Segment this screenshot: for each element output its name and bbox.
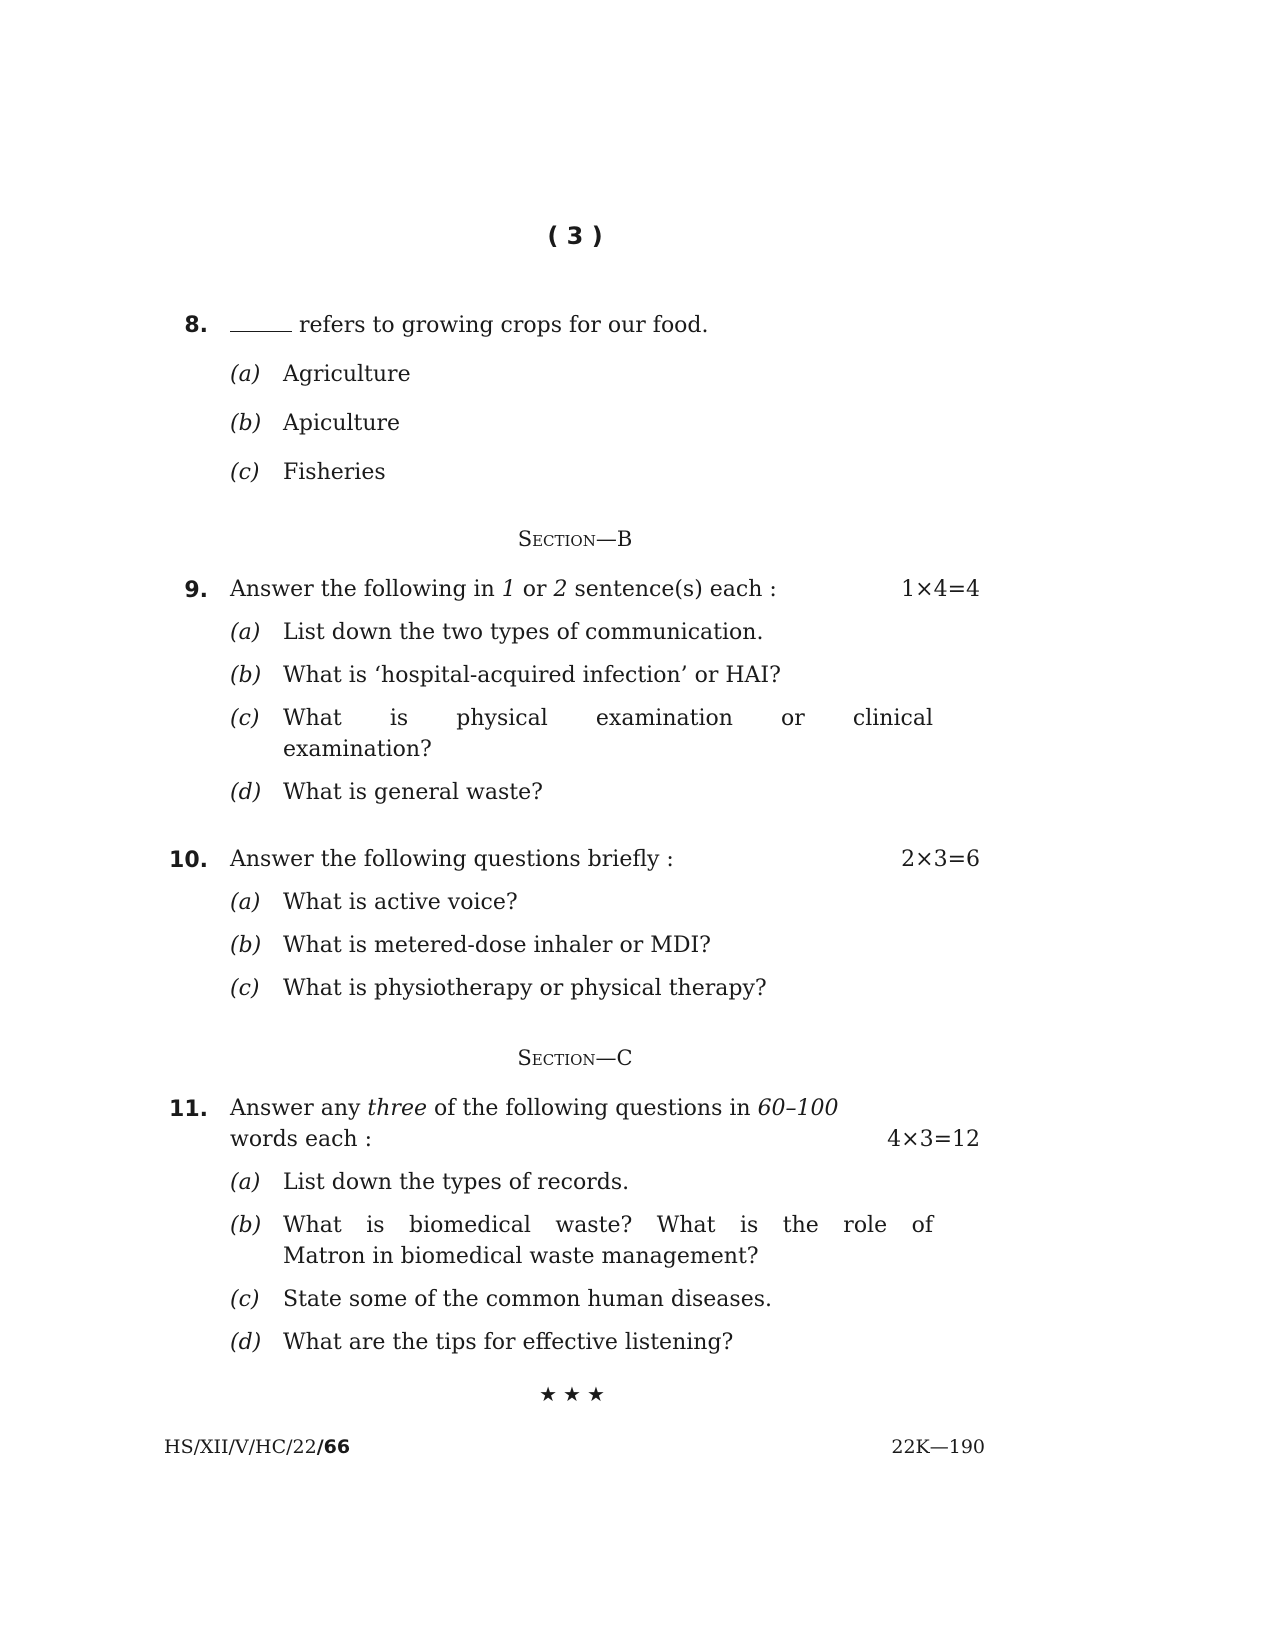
q8-option-c-text: Fisheries: [283, 460, 386, 485]
footer-print-code: 22K—190: [891, 1436, 985, 1458]
question-11-text-line2: words each :: [230, 1127, 372, 1152]
question-11-marks: 4×3=12: [887, 1127, 980, 1152]
q11-option-c-text: State some of the common human diseases.: [283, 1287, 773, 1312]
answer-blank: [230, 313, 292, 332]
q11-text-italic: three: [367, 1096, 427, 1121]
question-10-text: Answer the following questions briefly :: [230, 847, 674, 872]
q11-text-part: Answer any: [230, 1096, 368, 1121]
footer-paper-code: [164, 1436, 350, 1458]
q9-option-d-label: (d): [230, 780, 262, 805]
q11-option-c-label: (c): [230, 1287, 260, 1312]
question-8-stem: refers to growing crops for our food.: [292, 313, 709, 338]
q8-option-b-text: Apiculture: [283, 411, 401, 436]
q9-text-italic: 1: [501, 577, 516, 602]
question-11-text: [230, 1093, 839, 1124]
q11-option-a-label: (a): [230, 1170, 261, 1195]
question-11-number: 11.: [169, 1097, 208, 1122]
q11-text-part: of the following questions in: [427, 1096, 758, 1121]
section-c-heading: [0, 1046, 1150, 1070]
q10-option-b-text: What is metered-dose inhaler or MDI?: [283, 933, 711, 958]
q11-text-italic: 60–100: [757, 1096, 839, 1121]
question-9-number: 9.: [184, 578, 208, 603]
q8-option-c-label: (c): [230, 460, 260, 485]
q8-option-b-label: (b): [230, 411, 262, 436]
page-number: ( 3 ): [547, 222, 603, 250]
question-9-marks: 1×4=4: [901, 577, 980, 602]
q9-option-a-label: (a): [230, 620, 261, 645]
question-9-text: [230, 574, 777, 605]
q8-option-a-label: (a): [230, 362, 261, 387]
q10-option-c-label: (c): [230, 976, 260, 1001]
q9-option-b-text: What is ‘hospital-acquired infection’ or HAI?: [283, 663, 781, 688]
section-c-prefix: Section: [517, 1046, 596, 1070]
q9-option-d-text: What is general waste?: [283, 780, 543, 805]
footer-code-text: HS/XII/V/HC/22: [164, 1436, 317, 1458]
question-8-text: [230, 310, 709, 341]
footer-code-bold: /66: [316, 1436, 351, 1458]
q9-text-part: sentence(s) each :: [567, 577, 777, 602]
q11-option-d-label: (d): [230, 1330, 262, 1355]
q9-option-b-label: (b): [230, 663, 262, 688]
end-stars: ★★★: [539, 1382, 611, 1406]
q11-option-a-text: List down the types of records.: [283, 1170, 630, 1195]
q9-option-c-label: (c): [230, 706, 260, 731]
q8-option-a-text: Agriculture: [283, 362, 411, 387]
section-b-heading: [0, 527, 1150, 551]
q9-text-part: or: [515, 577, 554, 602]
q9-text-italic: 2: [553, 577, 568, 602]
q11-option-b-line2: Matron in biomedical waste management?: [283, 1244, 759, 1269]
q11-option-b-line1: What is biomedical waste? What is the role of: [283, 1213, 933, 1238]
q9-option-a-text: List down the two types of communication.: [283, 620, 764, 645]
question-8-number: 8.: [184, 313, 208, 338]
q9-option-c-line1: What is physical examination or clinical: [283, 706, 933, 731]
question-10-number: 10.: [169, 848, 208, 873]
section-b-suffix: —B: [595, 527, 633, 551]
section-c-suffix: —C: [595, 1046, 633, 1070]
q11-option-d-text: What are the tips for effective listening?: [283, 1330, 734, 1355]
q10-option-b-label: (b): [230, 933, 262, 958]
q10-option-a-text: What is active voice?: [283, 890, 518, 915]
q10-option-c-text: What is physiotherapy or physical therapy?: [283, 976, 767, 1001]
q11-option-b-label: (b): [230, 1213, 262, 1238]
section-b-prefix: Section: [517, 527, 596, 551]
question-10-marks: 2×3=6: [901, 847, 980, 872]
q9-option-c-line2: examination?: [283, 737, 432, 762]
q9-text-part: Answer the following in: [230, 577, 502, 602]
q10-option-a-label: (a): [230, 890, 261, 915]
